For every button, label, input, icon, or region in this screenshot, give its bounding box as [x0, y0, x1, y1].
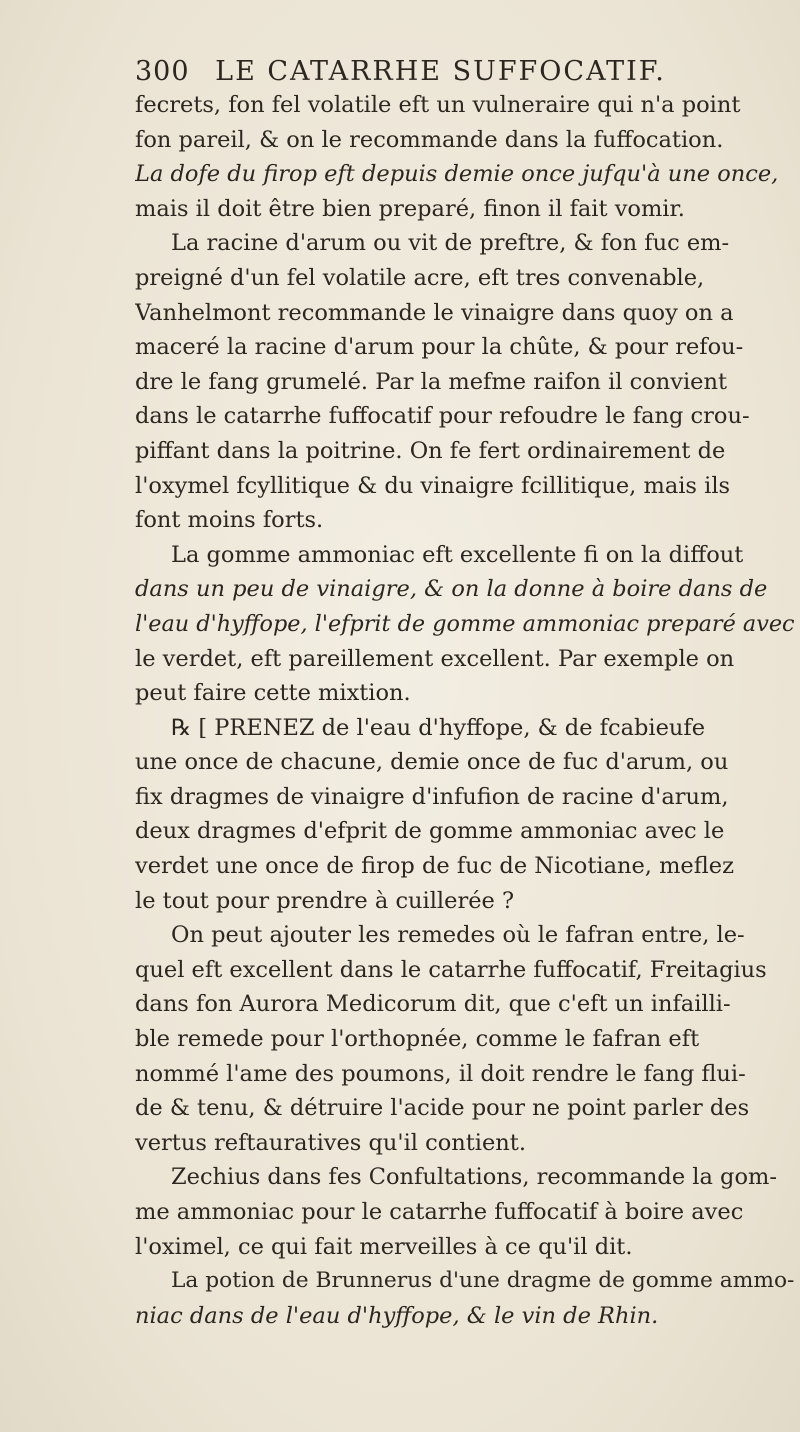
text-line: Zechius dans fes Confultations, recommande la gom-: [171, 1164, 777, 1191]
text-line: mais il doit être bien preparé, finon il fait vomir.: [135, 195, 685, 222]
body-text: [135, 88, 795, 1333]
text-line: La potion de Brunnerus d'une dragme de gomme ammo-: [171, 1268, 795, 1294]
text-line: preigné d'un fel volatile acre, eft tres convenable,: [135, 264, 705, 291]
text-line: le tout pour prendre à cuillerée ?: [135, 887, 515, 914]
text-line: l'oximel, ce qui fait merveilles à ce qu'il dit.: [135, 1233, 633, 1260]
text-line: verdet une once de firop de fuc de Nicotiane, meflez: [135, 853, 734, 880]
text-line: On peut ajouter les remedes où le fafran entre, le-: [171, 922, 745, 949]
text-line: fecrets, fon fel volatile eft un vulneraire qui n'a point: [135, 92, 741, 118]
text-line: vertus reftauratives qu'il contient.: [135, 1129, 526, 1156]
text-line: peut faire cette mixtion.: [135, 680, 411, 707]
text-line: fon pareil, & on le recommande dans la fuffocation.: [135, 126, 724, 153]
text-line: dans le catarrhe fuffocatif pour refoudre le fang crou-: [135, 403, 750, 430]
text-line: La dofe du firop eft depuis demie once jufqu'à une once,: [135, 161, 779, 188]
text-line: le verdet, eft pareillement excellent. Par exemple on: [135, 645, 735, 672]
text-line: dans fon Aurora Medicorum dit, que c'eft un infailli-: [135, 991, 731, 1018]
text-line: quel eft excellent dans le catarrhe fuffocatif, Freitagius: [135, 956, 767, 983]
text-line: l'oxymel fcyllitique & du vinaigre fcillitique, mais ils: [135, 472, 731, 499]
text-line: me ammoniac pour le catarrhe fuffocatif à boire avec: [135, 1199, 744, 1225]
text-line: dre le fang grumelé. Par la mefme raifon il convient: [135, 368, 728, 395]
text-line: nommé l'ame des poumons, il doit rendre le fang flui-: [135, 1060, 746, 1087]
text-line: de & tenu, & détruire l'acide pour ne point parler des: [135, 1095, 750, 1122]
text-line: niac dans de l'eau d'hyffope, & le vin de Rhin.: [135, 1302, 659, 1329]
text-line: La racine d'arum ou vit de preftre, & fon fuc em-: [171, 230, 730, 257]
text-line: l'eau d'hyffope, l'efprit de gomme ammoniac preparé avec: [135, 610, 795, 637]
text-line: font moins forts.: [135, 507, 324, 534]
text-line: maceré la racine d'arum pour la chûte, & pour refou-: [135, 334, 744, 361]
page-header: [135, 56, 666, 87]
text-line: Vanhelmont recommande le vinaigre dans quoy on a: [135, 299, 734, 326]
page-number: 300: [135, 56, 190, 87]
text-line: une once de chacune, demie once de fuc d'arum, ou: [135, 749, 729, 776]
text-line: La gomme ammoniac eft excellente fi on la diffout: [171, 541, 744, 568]
running-title: LE CATARRHE SUFFOCATIF.: [215, 56, 666, 87]
text-line: deux dragmes d'efprit de gomme ammoniac avec le: [135, 818, 725, 845]
text-line: dans un peu de vinaigre, & on la donne à boire dans de: [135, 576, 768, 603]
text-line: fix dragmes de vinaigre d'infufion de racine d'arum,: [135, 783, 729, 810]
text-line: ℞ [ PRENEZ de l'eau d'hyffope, & de fcabieufe: [171, 714, 706, 741]
text-line: piffant dans la poitrine. On fe fert ordinairement de: [135, 437, 726, 464]
text-line: ble remede pour l'orthopnée, comme le fafran eft: [135, 1026, 700, 1053]
